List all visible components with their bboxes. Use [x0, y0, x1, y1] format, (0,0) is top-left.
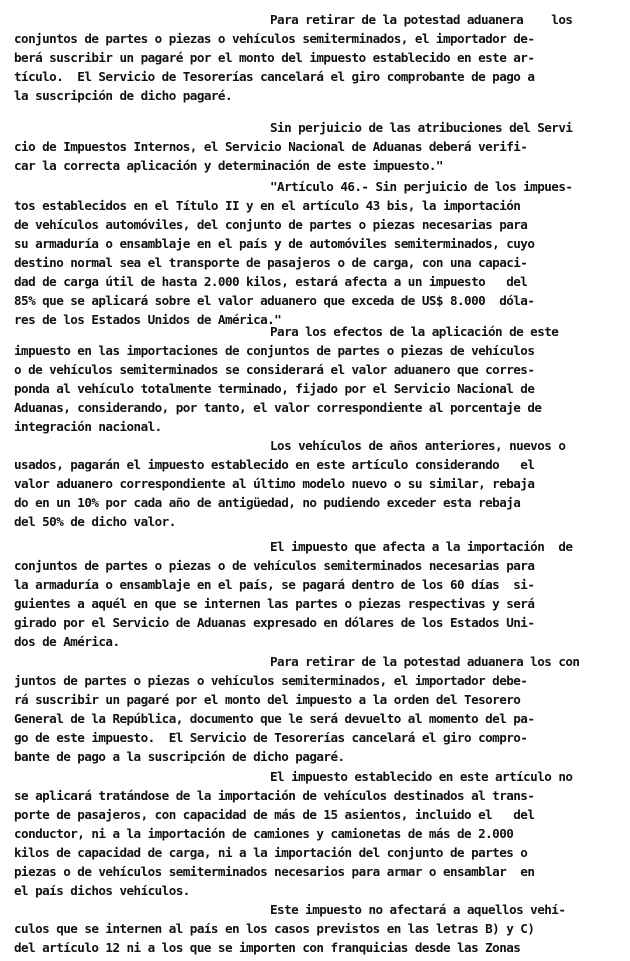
text-line: do en un 10% por cada año de antigüedad, no pudiendo exceder esta rebaja [14, 495, 521, 510]
paragraph-6 [14, 537, 628, 651]
text-line: porte de pasajeros, con capacidad de más de 15 asientos, incluido el del [14, 807, 535, 822]
text-line: El impuesto que afecta a la importación de [270, 539, 573, 554]
text-line: kilos de capacidad de carga, ni a la importación del conjunto de partes o [14, 845, 528, 860]
text-line: usados, pagarán el impuesto establecido en este artículo considerando el [14, 457, 535, 472]
text-line: su armaduría o ensamblaje en el país y de automóviles semiterminados, cuyo [14, 236, 535, 251]
text-line: car la correcta aplicación y determinación de este impuesto." [14, 158, 443, 173]
text-line: "Artículo 46.- Sin perjuicio de los impues- [270, 179, 573, 194]
text-line: integración nacional. [14, 419, 162, 434]
text-line: impuesto en las importaciones de conjuntos de partes o piezas de vehículos [14, 343, 535, 358]
text-line: la suscripción de dicho pagaré. [14, 88, 232, 103]
text-line: bante de pago a la suscripción de dicho pagaré. [14, 749, 345, 764]
text-line: Aduanas, considerando, por tanto, el valor correspondiente al porcentaje de [14, 400, 542, 415]
text-line: rá suscribir un pagaré por el monto del impuesto a la orden del Tesorero [14, 692, 521, 707]
text-line: Para los efectos de la aplicación de este [270, 324, 559, 339]
text-line: guientes a aquél en que se internen las partes o piezas respectivas y será [14, 596, 535, 611]
text-line: se aplicará tratándose de la importación de vehículos destinados al trans- [14, 788, 535, 803]
text-line: juntos de partes o piezas o vehículos semiterminados, el importador debe- [14, 673, 528, 688]
text-line: conductor, ni a la importación de camiones y camionetas de más de 2.000 [14, 826, 514, 841]
paragraph-7 [14, 652, 628, 766]
text-line: tículo. El Servicio de Tesorerías cancelará el giro comprobante de pago a [14, 69, 535, 84]
text-line: Para retirar de la potestad aduanera los [270, 12, 573, 27]
text-line: Este impuesto no afectará a aquellos vehí- [270, 902, 566, 917]
text-line: res de los Estados Unidos de América." [14, 312, 282, 327]
paragraph-1 [14, 10, 628, 105]
text-line: 85% que se aplicará sobre el valor aduanero que exceda de US$ 8.000 dóla- [14, 293, 535, 308]
text-line: de vehículos automóviles, del conjunto de partes o piezas necesarias para [14, 217, 528, 232]
text-line: o de vehículos semiterminados se considerará el valor aduanero que corres- [14, 362, 535, 377]
paragraph-2 [14, 118, 628, 175]
text-line: El impuesto establecido en este artículo no [270, 769, 573, 784]
text-line: conjuntos de partes o piezas o de vehículos semiterminados necesarias para [14, 558, 535, 573]
paragraph-9 [14, 900, 628, 957]
text-line: girado por el Servicio de Aduanas expresado en dólares de los Estados Uni- [14, 615, 535, 630]
text-line: tos establecidos en el Título II y en el artículo 43 bis, la importación [14, 198, 521, 213]
paragraph-8 [14, 767, 628, 900]
text-line: go de este impuesto. El Servicio de Tesorerías cancelará el giro compro- [14, 730, 528, 745]
text-line: piezas o de vehículos semiterminados necesarios para armar o ensamblar en [14, 864, 535, 879]
text-line: Sin perjuicio de las atribuciones del Servi [270, 120, 573, 135]
text-line: culos que se internen al país en los casos previstos en las letras B) y C) [14, 921, 535, 936]
text-line: Los vehículos de años anteriores, nuevos o [270, 438, 566, 453]
text-line: del artículo 12 ni a los que se importen con franquicias desde las Zonas [14, 940, 521, 955]
text-line: dos de América. [14, 634, 120, 649]
text-line: la armaduría o ensamblaje en el país, se pagará dentro de los 60 días si- [14, 577, 535, 592]
text-line: berá suscribir un pagaré por el monto del impuesto establecido en este ar- [14, 50, 535, 65]
paragraph-5 [14, 436, 628, 531]
paragraph-4 [14, 322, 628, 436]
text-line: Para retirar de la potestad aduanera los con [270, 654, 580, 669]
text-line: General de la República, documento que le será devuelto al momento del pa- [14, 711, 535, 726]
paragraph-3 [14, 177, 628, 329]
text-line: del 50% de dicho valor. [14, 514, 176, 529]
text-line: ponda al vehículo totalmente terminado, fijado por el Servicio Nacional de [14, 381, 535, 396]
text-line: valor aduanero correspondiente al último modelo nuevo o su similar, rebaja [14, 476, 535, 491]
text-line: conjuntos de partes o piezas o vehículos semiterminados, el importador de- [14, 31, 535, 46]
text-line: el país dichos vehículos. [14, 883, 190, 898]
text-line: dad de carga útil de hasta 2.000 kilos, estará afecta a un impuesto del [14, 274, 528, 289]
text-line: destino normal sea el transporte de pasajeros o de carga, con una capaci- [14, 255, 528, 270]
text-line: cio de Impuestos Internos, el Servicio Nacional de Aduanas deberá verifi- [14, 139, 528, 154]
